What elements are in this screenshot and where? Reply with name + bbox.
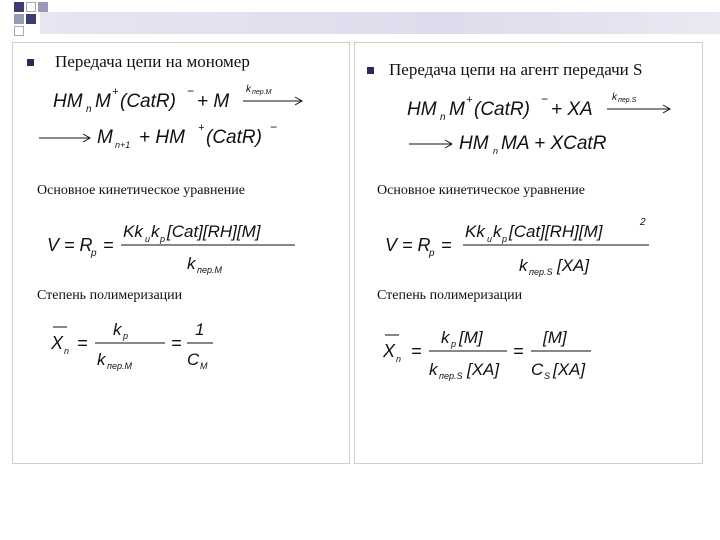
right-reaction-line1 xyxy=(407,91,697,121)
deco-square-icon xyxy=(38,2,48,12)
svg-text:n: n xyxy=(64,346,70,356)
svg-text:p: p xyxy=(502,234,508,244)
right-kinetic-label: Основное кинетическое уравнение xyxy=(377,183,585,198)
svg-text:M: M xyxy=(97,127,113,148)
title-band xyxy=(40,12,720,34)
svg-text:[M]: [M] xyxy=(459,328,483,347)
svg-text:p: p xyxy=(451,339,457,349)
svg-text:=: = xyxy=(103,235,114,255)
left-reaction-line2 xyxy=(35,121,335,151)
svg-text:k: k xyxy=(97,350,106,369)
left-polymerization-equation xyxy=(47,315,247,375)
left-kinetic-label: Основное кинетическое уравнение xyxy=(37,183,245,198)
right-reaction-line2 xyxy=(407,127,697,157)
svg-text:p: p xyxy=(160,234,166,244)
right-panel xyxy=(354,42,703,464)
square-bullet-icon xyxy=(367,67,374,74)
svg-text:n: n xyxy=(440,112,446,123)
svg-text:[Cat][RH][M]: [Cat][RH][M] xyxy=(509,222,603,241)
svg-text:X: X xyxy=(51,333,64,353)
svg-text:[Cat][RH][M]: [Cat][RH][M] xyxy=(167,222,261,241)
svg-text:=: = xyxy=(411,341,422,361)
svg-text:k: k xyxy=(151,222,160,241)
svg-text:и: и xyxy=(487,234,493,244)
svg-text:+ HM: + HM xyxy=(139,127,185,148)
svg-text:Kk: Kk xyxy=(123,222,143,241)
svg-text:пер.М: пер.М xyxy=(197,265,222,275)
svg-text:2: 2 xyxy=(640,217,646,228)
svg-text:+ XA: + XA xyxy=(551,99,593,120)
svg-text:V = R: V = R xyxy=(47,235,93,255)
right-polymerization-label: Степень полимеризации xyxy=(377,288,523,303)
svg-text:n: n xyxy=(86,104,92,115)
svg-text:−: − xyxy=(187,84,195,98)
svg-text:HM: HM xyxy=(459,133,489,154)
svg-text:C: C xyxy=(531,360,544,379)
svg-text:−: − xyxy=(541,92,549,106)
svg-text:и: и xyxy=(145,234,151,244)
svg-text:k: k xyxy=(429,360,438,379)
deco-square-icon xyxy=(14,14,24,24)
left-polymerization-label: Степень полимеризации xyxy=(37,288,183,303)
svg-text:Kk: Kk xyxy=(465,222,485,241)
svg-text:=: = xyxy=(77,333,88,353)
svg-text:MA + XCatR: MA + XCatR xyxy=(501,133,607,154)
svg-text:=: = xyxy=(171,333,182,353)
svg-text:+: + xyxy=(112,86,119,98)
svg-text:пер.М: пер.М xyxy=(252,89,272,96)
svg-text:V = R: V = R xyxy=(385,235,431,255)
svg-text:[XA]: [XA] xyxy=(553,360,586,379)
deco-square-icon xyxy=(26,2,36,12)
svg-text:HM: HM xyxy=(53,91,83,112)
left-panel xyxy=(12,42,350,464)
svg-text:k: k xyxy=(612,92,617,103)
svg-text:[M]: [M] xyxy=(543,328,567,347)
svg-text:k: k xyxy=(493,222,502,241)
svg-text:(CatR): (CatR) xyxy=(206,127,262,148)
svg-text:+: + xyxy=(198,122,205,134)
deco-square-icon xyxy=(14,2,24,12)
svg-text:[XA]: [XA] xyxy=(467,360,500,379)
right-polymerization-equation xyxy=(379,321,679,385)
svg-text:пер.S: пер.S xyxy=(529,267,553,277)
svg-text:k: k xyxy=(113,320,122,339)
svg-text:n: n xyxy=(493,146,499,156)
svg-text:p: p xyxy=(91,248,97,259)
svg-text:пер.S: пер.S xyxy=(439,371,463,381)
svg-text:+ M: + M xyxy=(197,91,230,112)
svg-text:S: S xyxy=(544,371,551,381)
svg-text:n: n xyxy=(396,354,402,364)
left-heading: Передача цепи на мономер xyxy=(55,52,250,71)
svg-text:M: M xyxy=(449,99,465,120)
svg-text:+: + xyxy=(466,94,473,106)
svg-text:=: = xyxy=(513,341,524,361)
title-decoration xyxy=(0,0,720,40)
right-kinetic-equation xyxy=(385,211,685,281)
svg-text:p: p xyxy=(429,248,435,259)
right-heading: Передача цепи на агент передачи S xyxy=(389,60,643,79)
svg-text:=: = xyxy=(441,235,452,255)
svg-text:X: X xyxy=(383,341,396,361)
svg-text:HM: HM xyxy=(407,99,437,120)
left-reaction-line1 xyxy=(53,83,343,113)
deco-square-icon xyxy=(14,26,24,36)
svg-text:(CatR): (CatR) xyxy=(474,99,530,120)
svg-text:−: − xyxy=(270,120,278,134)
svg-text:пер.М: пер.М xyxy=(107,361,132,371)
left-kinetic-equation xyxy=(47,211,327,281)
svg-text:M: M xyxy=(200,361,208,371)
svg-text:C: C xyxy=(187,350,200,369)
svg-text:пер.S: пер.S xyxy=(618,97,637,104)
svg-text:k: k xyxy=(441,328,450,347)
svg-text:p: p xyxy=(123,331,129,341)
svg-text:[XA]: [XA] xyxy=(557,256,590,275)
svg-text:k: k xyxy=(187,254,196,273)
svg-text:k: k xyxy=(246,84,251,95)
svg-text:n+1: n+1 xyxy=(115,140,131,150)
svg-text:k: k xyxy=(519,256,528,275)
deco-square-icon xyxy=(26,14,36,24)
svg-text:(CatR): (CatR) xyxy=(120,91,176,112)
square-bullet-icon xyxy=(27,59,34,66)
svg-text:1: 1 xyxy=(195,320,205,339)
svg-text:M: M xyxy=(95,91,111,112)
